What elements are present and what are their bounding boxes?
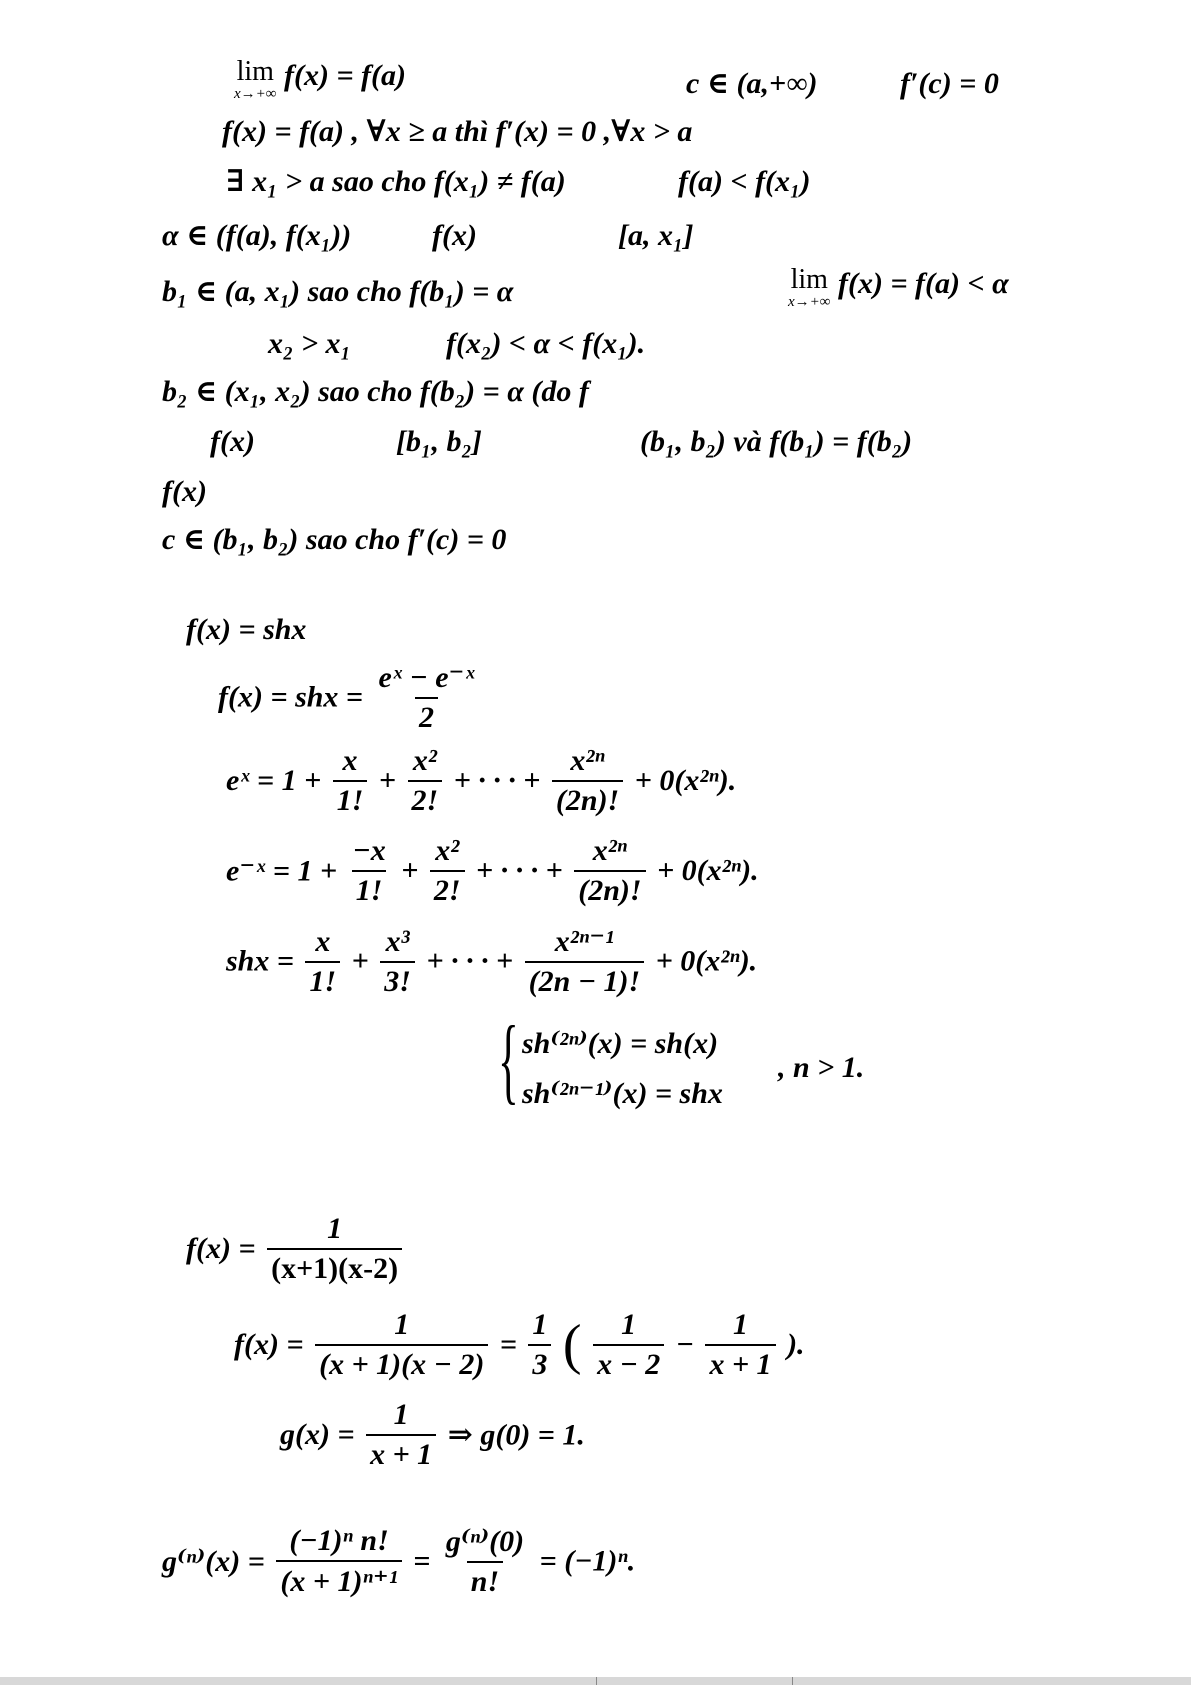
fraction: $\frac{\text{x²ⁿ⁻¹}}{(2n - 1)!}$ bbox=[525, 924, 645, 999]
system-line-2: sh⁽²ⁿ⁻¹⁾(x) = shx bbox=[522, 1077, 723, 1110]
fraction: $\frac{\text{(−1)ⁿ n!}}{\text{(x + 1)ⁿ⁺¹}}$ bbox=[276, 1524, 401, 1599]
fraction: $\frac{\text{eˣ − e⁻ˣ}}{2}$ bbox=[378, 661, 475, 734]
fraction: $\frac{1}{3}$ bbox=[528, 1308, 551, 1382]
fraction: $\frac{\text{x²}}{2!}$ bbox=[430, 834, 465, 908]
ex-series: eˣ = 1 + $\frac{x}{1!}$ + $\frac{\text{x²}}{2!}$ + · · · + $\frac{\text{x²ⁿ}}{(2n)!}$ + 0(x²ⁿ). bbox=[226, 744, 737, 817]
line-7: b₂ ∈ (x₁, x₂) sao cho f(b₂) = α (do f bbox=[162, 375, 589, 408]
line-10: c ∈ (b₁, b₂) sao cho f′(c) = 0 bbox=[162, 523, 507, 556]
line-5b: lim x→+∞ f(x) = f(a) < α bbox=[788, 264, 1009, 310]
line-2: f(x) = f(a) , ∀x ≥ a thì f′(x) = 0 ,∀x > a bbox=[222, 115, 693, 148]
system-brace: { bbox=[498, 1006, 519, 1113]
g-definition: g(x) = $\frac{1}{x + 1}$ ⇒ g(0) = 1. bbox=[280, 1398, 585, 1471]
line-8b: [b₁, b₂] bbox=[396, 425, 482, 458]
rational-title: f(x) = $\frac{1}{(x+1)(x-2)}$ bbox=[186, 1212, 406, 1286]
line-8c: (b₁, b₂) và f(b₁) = f(b₂) bbox=[640, 425, 913, 458]
fraction: $\frac{-x}{1!}$ bbox=[352, 834, 386, 907]
line-4a: α ∈ (f(a), f(x₁)) bbox=[162, 219, 352, 252]
limit-operator: lim x→+∞ bbox=[788, 264, 831, 310]
fraction: $\frac{\text{g⁽ⁿ⁾(0)}}{n!}$ bbox=[445, 1525, 525, 1598]
system-line-1: sh⁽²ⁿ⁾(x) = sh(x) bbox=[522, 1027, 719, 1060]
fraction: $\frac{x}{1!}$ bbox=[305, 925, 340, 999]
fraction: $\frac{\text{x²}}{2!}$ bbox=[408, 744, 443, 818]
fraction: $\frac{1}{x - 2}$ bbox=[593, 1308, 664, 1382]
fraction: $\frac{1}{(x + 1)(x - 2)}$ bbox=[315, 1308, 488, 1382]
shx-definition: f(x) = shx = $\frac{\text{eˣ − e⁻ˣ}}{2}$ bbox=[218, 660, 483, 735]
line-1b: c ∈ (a,+∞) bbox=[686, 67, 818, 100]
fraction: $\frac{1}{x + 1}$ bbox=[366, 1398, 436, 1472]
line-4c: [a, x₁] bbox=[618, 219, 694, 252]
fraction: $\frac{\text{x³}}{3!}$ bbox=[380, 925, 415, 999]
line-6a: x₂ > x₁ bbox=[268, 327, 352, 360]
line-9: f(x) bbox=[162, 475, 207, 508]
fraction: $\frac{\text{x²ⁿ}}{(2n)!}$ bbox=[574, 834, 645, 908]
line-3a: ∃ x₁ > a sao cho f(x₁) ≠ f(a) bbox=[226, 165, 566, 198]
fraction: $\frac{1}{x + 1}$ bbox=[705, 1308, 775, 1382]
line-8a: f(x) bbox=[210, 425, 255, 458]
g-nth-derivative: g⁽ⁿ⁾(x) = $\frac{\text{(−1)ⁿ n!}}{\text{(x + 1)ⁿ⁺¹}}$ = $\frac{\text{g⁽ⁿ⁾(0)}}{n!}$ = (−1)ⁿ. bbox=[162, 1524, 636, 1598]
line-5a: b₁ ∈ (a, x₁) sao cho f(b₁) = α bbox=[162, 275, 514, 308]
fraction: $\frac{x}{1!}$ bbox=[333, 744, 368, 818]
partial-fractions: f(x) = $\frac{1}{(x + 1)(x - 2)}$ = $\frac{1}{3}$ ( $\frac{1}{x - 2}$ − $\frac{1}{x + 1}$ ). bbox=[234, 1308, 805, 1381]
strip-divider bbox=[792, 1677, 793, 1685]
fraction: $\frac{\text{x²ⁿ}}{(2n)!}$ bbox=[552, 744, 623, 818]
system-condition: , n > 1. bbox=[778, 1051, 865, 1084]
fraction: $\frac{1}{(x+1)(x-2)}$ bbox=[267, 1212, 402, 1286]
bottom-scroll-strip bbox=[0, 1677, 1191, 1685]
strip-divider bbox=[596, 1677, 597, 1685]
line-1c: f′(c) = 0 bbox=[900, 67, 999, 100]
shx-series: shx = $\frac{x}{1!}$ + $\frac{\text{x³}}{3!}$ + · · · + $\frac{\text{x²ⁿ⁻¹}}{(2n - 1)!}$ + 0(x²ⁿ). bbox=[226, 924, 758, 998]
line-3b: f(a) < f(x₁) bbox=[678, 165, 811, 198]
emx-series: e⁻ˣ = 1 + $\frac{-x}{1!}$ + $\frac{\text{x²}}{2!}$ + · · · + $\frac{\text{x²ⁿ}}{(2n)!}$ + 0(x²ⁿ). bbox=[226, 834, 759, 907]
shx-title: f(x) = shx bbox=[186, 613, 307, 646]
limit-operator: lim x→+∞ bbox=[234, 56, 277, 102]
line-1a: lim x→+∞ f(x) = f(a) bbox=[234, 56, 407, 102]
line-6b: f(x₂) < α < f(x₁). bbox=[446, 327, 646, 360]
line-4b: f(x) bbox=[432, 219, 477, 252]
